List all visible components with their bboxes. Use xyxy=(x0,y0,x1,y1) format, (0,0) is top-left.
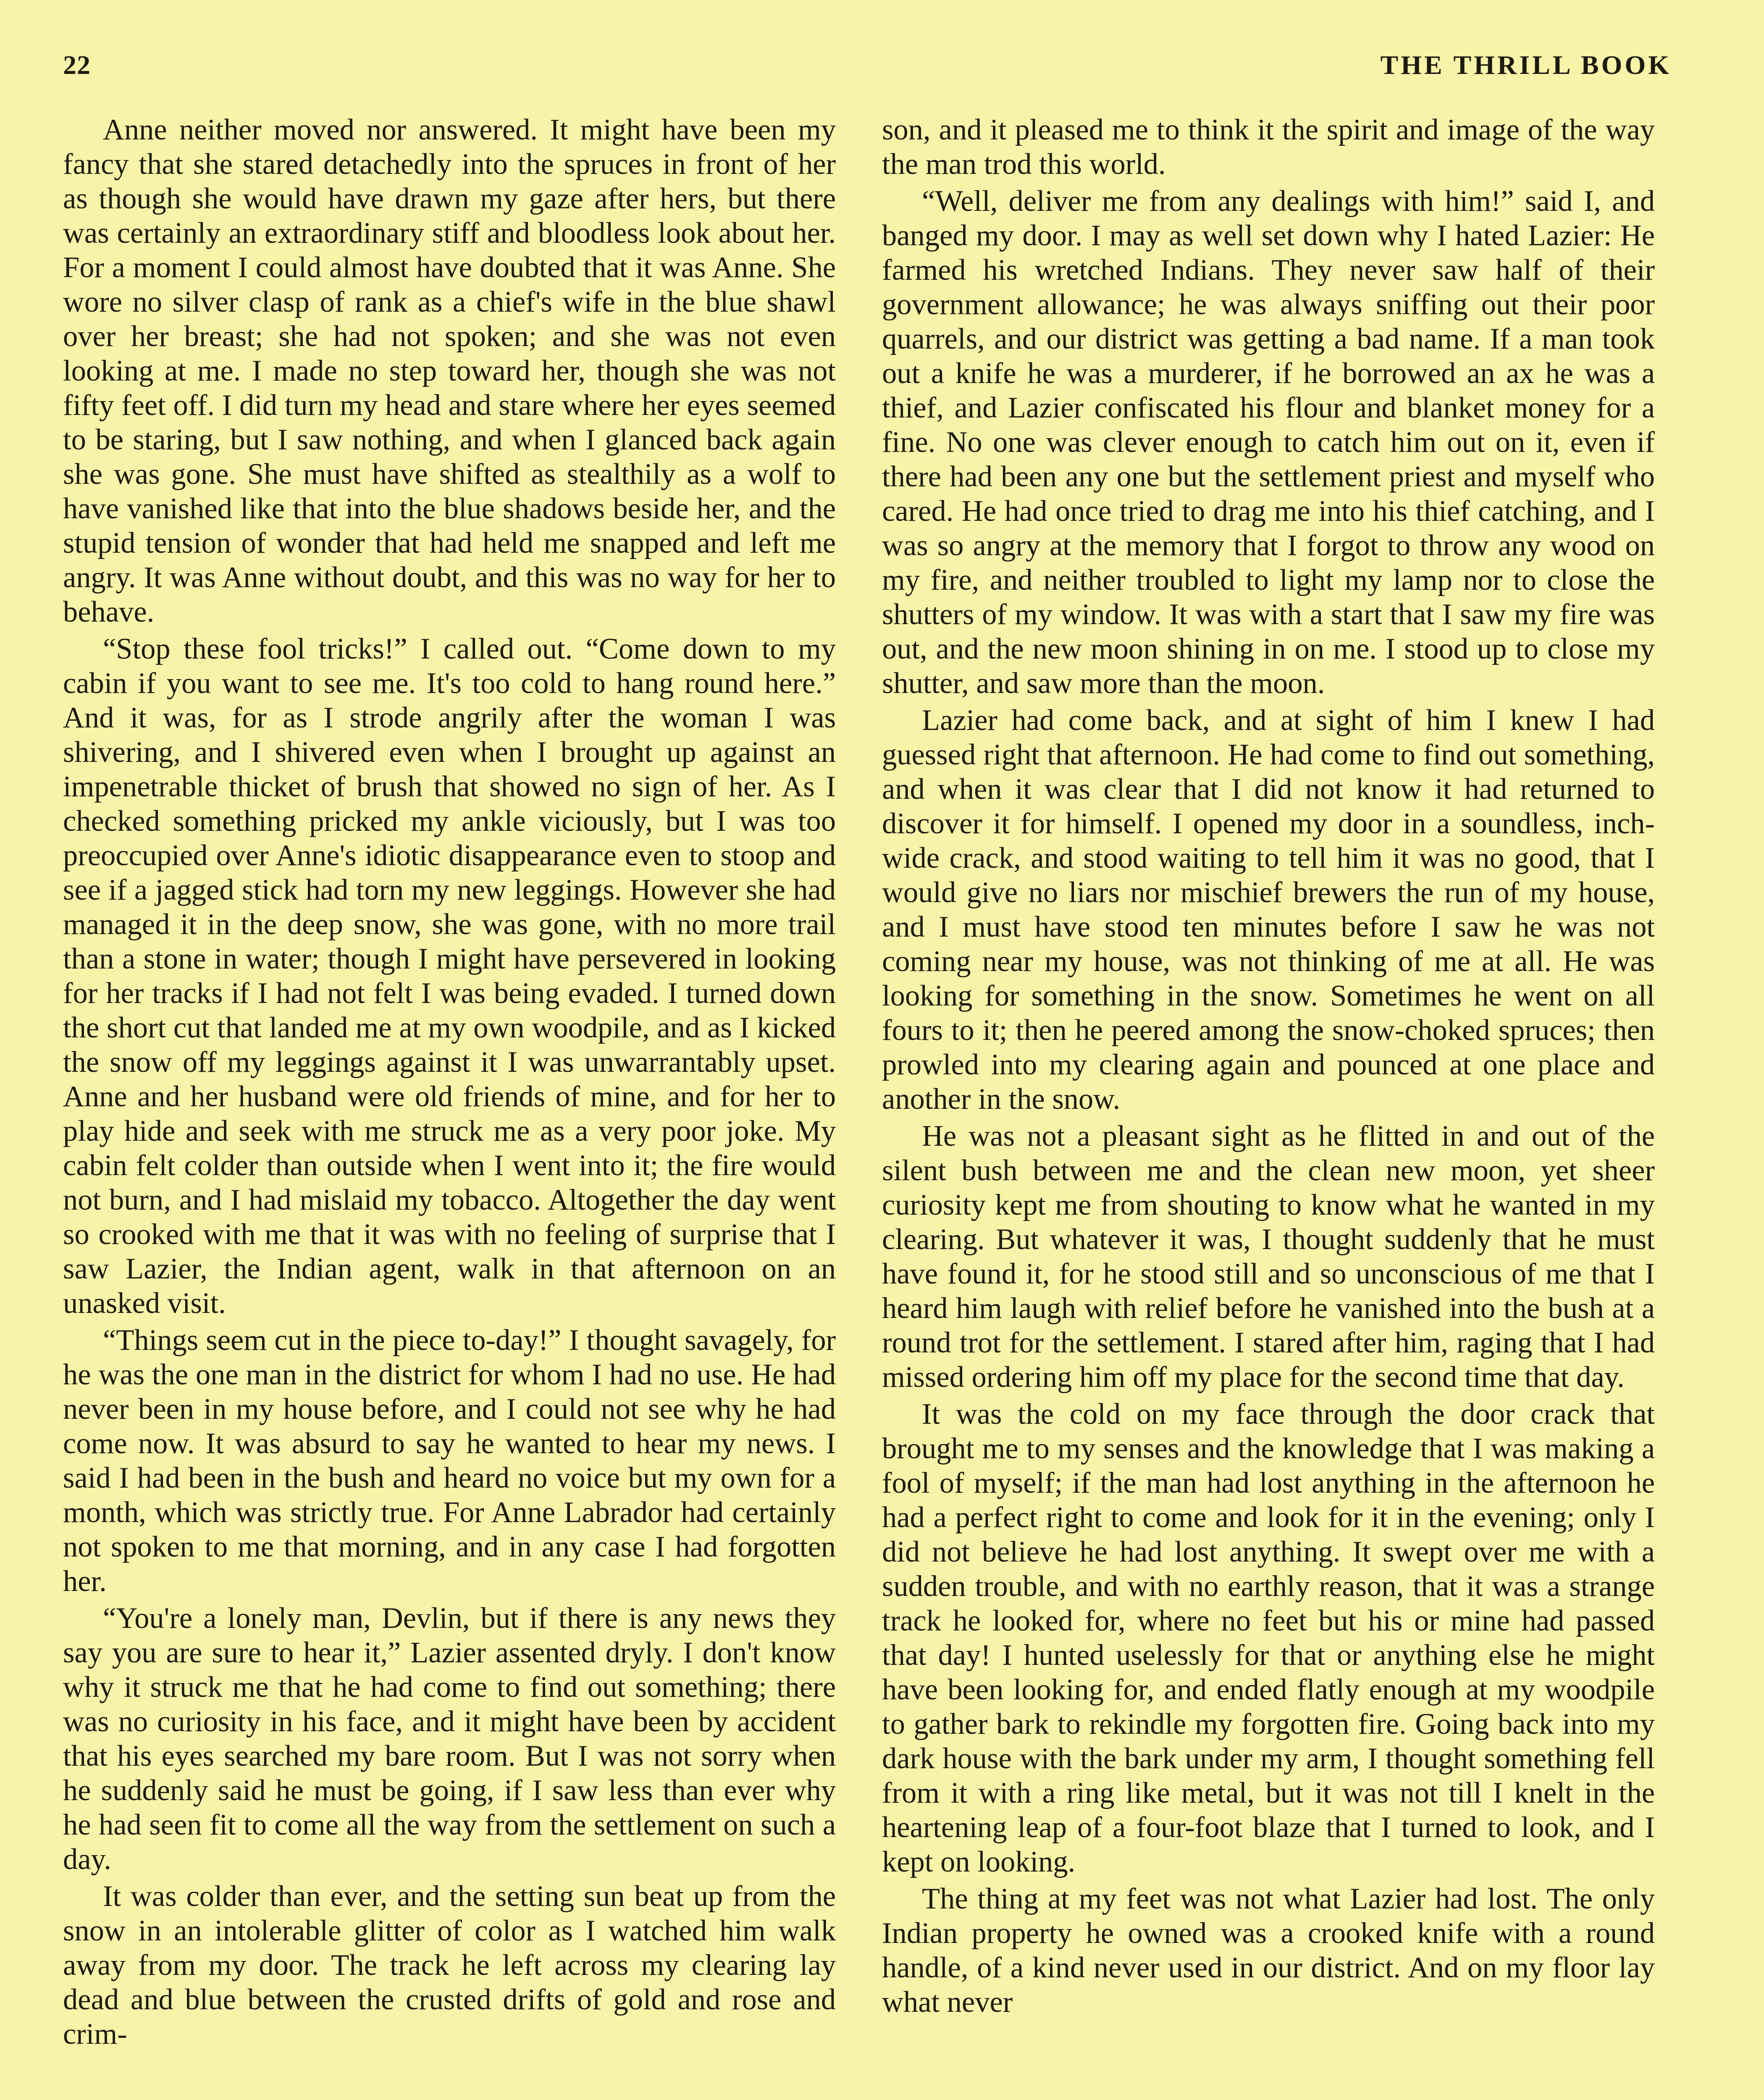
paragraph: He was not a pleasant sight as he flitted in and out of the silent bush between me and the clean new moon, yet sheer curiosity kept me from shouting to know what he wanted in my clearing. But whatever it was, I thought suddenly that he must have found it, for he stood still and so unconscious of me that I heard him laugh with relief before he vanished into the bush at a round trot for the settlement. I stared after him, raging that I had missed ordering him off my place for the second time that day. xyxy=(882,1120,1655,1394)
paragraph: “Stop these fool tricks!” I called out. “Come down to my cabin if you want to see me. It's too cold to hang round here.” And it was, for as I strode angrily after the woman I was shivering, and I shivered even when I brought up against an impenetrable thicket of brush that showed no sign of her. As I checked something pricked my ankle viciously, but I was too preoccupied over Anne's idiotic disappearance even to stoop and see if a jagged stick had torn my new leggings. However she had managed it in the deep snow, she was gone, with no more trail than a stone in water; though I might have persevered in looking for her tracks if I had not felt I was being evaded. I turned down the short cut that landed me at my own woodpile, and as I kicked the snow off my leggings against it I was unwarrantably upset. Anne and her husband were old friends of mine, and for her to play hide and seek with me struck me as a very poor joke. My cabin felt colder than outside when I went into it; the fire would not burn, and I had mislaid my tobacco. Altogether the day went so crooked with me that it was with no feeling of surprise that I saw Lazier, the Indian agent, walk in that afternoon on an unasked visit. xyxy=(63,633,836,1320)
paragraph: It was the cold on my face through the door crack that brought me to my senses and the knowledge that I was making a fool of myself; if the man had lost anything in the afternoon he had a perfect right to come and look for it in the evening; only I did not believe he had lost anything. It swept over me with a sudden trouble, and with no earthly reason, that it was a strange track he looked for, where no feet but his or mine had passed that day! I hunted uselessly for that or anything else he might have been looking for, and ended flatly enough at my woodpile to gather bark to rekindle my forgotten fire. Going back into my dark house with the bark under my arm, I thought something fell from it with a ring like metal, but it was not till I knelt in the heartening leap of a four-foot blaze that I turned to look, and I kept on looking. xyxy=(882,1398,1655,1878)
paragraph: “Things seem cut in the piece to-day!” I thought savagely, for he was the one man in the district for whom I had no use. He had never been in my house before, and I could not see why he had come now. It was absurd to say he wanted to hear my news. I said I had been in the bush and heard no voice but my own for a month, which was strictly true. For Anne Labrador had certainly not spoken to me that morning, and in any case I had forgotten her. xyxy=(63,1324,836,1598)
left-column xyxy=(63,113,836,2100)
paragraph: The thing at my feet was not what Lazier had lost. The only Indian property he owned was a crooked knife with a round handle, of a kind never used in our district. And on my floor lay what never xyxy=(882,1882,1655,2019)
page-header xyxy=(63,50,1672,96)
paragraph-continuation: son, and it pleased me to think it the spirit and image of the way the man trod this world. xyxy=(882,113,1655,181)
paragraph: Lazier had come back, and at sight of him I knew I had guessed right that afternoon. He had come to find out something, and when it was clear that I did not know it had returned to discover it for himself. I opened my door in a soundless, inch-wide crack, and stood waiting to tell him it was no good, that I would give no liars nor mischief brewers the run of my house, and I must have stood ten minutes before I saw he was not coming near my house, was not thinking of me at all. He was looking for something in the snow. Sometimes he went on all fours to it; then he peered among the snow-choked spruces; then prowled into my clearing again and pounced at one place and another in the snow. xyxy=(882,704,1655,1116)
paragraph: Anne neither moved nor answered. It might have been my fancy that she stared detachedly into the spruces in front of her as though she would have drawn my gaze after hers, but there was certainly an extraordinary stiff and bloodless look about her. For a moment I could almost have doubted that it was Anne. She wore no silver clasp of rank as a chief's wife in the blue shawl over her breast; she had not spoken; and she was not even looking at me. I made no step toward her, though she was not fifty feet off. I did turn my head and stare where her eyes seemed to be staring, but I saw nothing, and when I glanced back again she was gone. She must have shifted as stealthily as a wolf to have vanished like that into the blue shadows beside her, and the stupid tension of wonder that had held me snapped and left me angry. It was Anne without doubt, and this was no way for her to behave. xyxy=(63,113,836,628)
paragraph: It was colder than ever, and the setting sun beat up from the snow in an intolerable glitter of color as I watched him walk away from my door. The track he left across my clearing lay dead and blue between the crusted drifts of gold and rose and crim- xyxy=(63,1880,836,2050)
paragraph: “You're a lonely man, Devlin, but if there is any news they say you are sure to hear it,” Lazier assented dryly. I don't know why it struck me that he had come to find out something; there was no curiosity in his face, and it might have been by accident that his eyes searched my bare room. But I was not sorry when he suddenly said he must be going, if I saw less than ever why he had seen fit to come all the way from the settlement on such a day. xyxy=(63,1602,836,1876)
paragraph: “Well, deliver me from any dealings with him!” said I, and banged my door. I may as well set down why I hated Lazier: He farmed his wretched Indians. They never saw half of their government allowance; he was always sniffing out their poor quarrels, and our district was getting a bad name. If a man took out a knife he was a murderer, if he borrowed an ax he was a thief, and Lazier confiscated his flour and blanket money for a fine. No one was clever enough to catch him out on it, even if there had been any one but the settlement priest and myself who cared. He had once tried to drag me into his thief catching, and I was so angry at the memory that I forgot to throw any wood on my fire, and neither troubled to light my lamp nor to close the shutters of my window. It was with a start that I saw my fire was out, and the new moon shining in on me. I stood up to close my shutter, and saw more than the moon. xyxy=(882,185,1655,700)
magazine-page xyxy=(63,50,1672,2100)
text-columns xyxy=(63,113,1672,2100)
right-column xyxy=(882,113,1655,2100)
page-number: 22 xyxy=(63,50,91,80)
running-title: THE THRILL BOOK xyxy=(1380,50,1672,80)
